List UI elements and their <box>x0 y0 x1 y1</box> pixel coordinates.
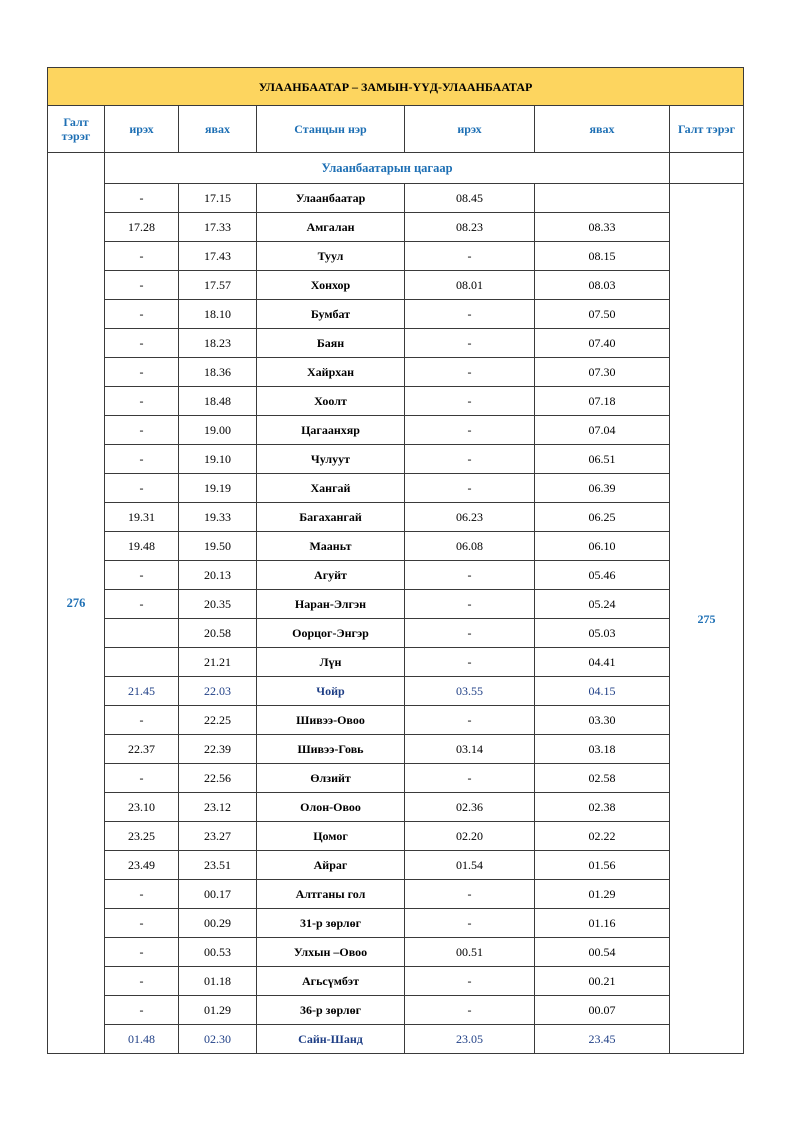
arrive-right-cell: 03.14 <box>405 735 535 764</box>
table-row <box>48 880 744 909</box>
arrive-right-cell: - <box>405 909 535 938</box>
table-row <box>48 184 744 213</box>
depart-left-cell: 23.51 <box>179 851 257 880</box>
depart-right-cell: 04.41 <box>535 648 670 677</box>
station-name-cell: Лүн <box>257 648 405 677</box>
depart-left-cell: 19.19 <box>179 474 257 503</box>
station-name-cell: Цагаанхяр <box>257 416 405 445</box>
depart-left-cell: 22.56 <box>179 764 257 793</box>
blank-cell <box>670 153 744 184</box>
station-name-cell: Хоолт <box>257 387 405 416</box>
arrive-right-cell: 08.23 <box>405 213 535 242</box>
arrive-left-cell <box>105 619 179 648</box>
depart-right-cell: 02.58 <box>535 764 670 793</box>
arrive-right-cell: 02.20 <box>405 822 535 851</box>
depart-right-cell: 07.30 <box>535 358 670 387</box>
arrive-right-cell: 08.45 <box>405 184 535 213</box>
arrive-left-cell <box>105 648 179 677</box>
station-name-cell: Олон-Овоо <box>257 793 405 822</box>
table-row <box>48 358 744 387</box>
arrive-left-cell: - <box>105 996 179 1025</box>
station-name-cell: Шивээ-Овоо <box>257 706 405 735</box>
arrive-right-cell: 00.51 <box>405 938 535 967</box>
depart-left-cell: 20.58 <box>179 619 257 648</box>
depart-right-cell: 23.45 <box>535 1025 670 1054</box>
table-row <box>48 561 744 590</box>
depart-right-cell: 06.39 <box>535 474 670 503</box>
depart-right-cell: 08.15 <box>535 242 670 271</box>
arrive-left-cell: - <box>105 387 179 416</box>
station-name-cell: Цомог <box>257 822 405 851</box>
arrive-right-cell: - <box>405 967 535 996</box>
arrive-left-cell: - <box>105 416 179 445</box>
arrive-right-cell: 01.54 <box>405 851 535 880</box>
depart-right-cell: 08.33 <box>535 213 670 242</box>
arrive-right-cell: - <box>405 706 535 735</box>
depart-right-cell: 05.03 <box>535 619 670 648</box>
arrive-left-cell: 19.31 <box>105 503 179 532</box>
arrive-right-cell: 23.05 <box>405 1025 535 1054</box>
depart-left-cell: 22.25 <box>179 706 257 735</box>
depart-right-cell: 08.03 <box>535 271 670 300</box>
table-row <box>48 300 744 329</box>
depart-left-cell: 17.15 <box>179 184 257 213</box>
table-row <box>48 851 744 880</box>
depart-left-cell: 22.03 <box>179 677 257 706</box>
station-name-cell: Хонхор <box>257 271 405 300</box>
arrive-right-cell: - <box>405 648 535 677</box>
arrive-left-cell: - <box>105 706 179 735</box>
arrive-right-cell: - <box>405 358 535 387</box>
station-name-cell: Агьсүмбэт <box>257 967 405 996</box>
depart-left-cell: 18.23 <box>179 329 257 358</box>
station-name-cell: Шивээ-Говь <box>257 735 405 764</box>
station-name-cell: Алтганы гол <box>257 880 405 909</box>
table-row <box>48 938 744 967</box>
table-row <box>48 967 744 996</box>
header-arrive-left: ирэх <box>105 106 179 153</box>
arrive-right-cell: - <box>405 416 535 445</box>
depart-left-cell: 20.35 <box>179 590 257 619</box>
arrive-left-cell: - <box>105 764 179 793</box>
depart-left-cell: 20.13 <box>179 561 257 590</box>
depart-left-cell: 17.43 <box>179 242 257 271</box>
station-name-cell: Айраг <box>257 851 405 880</box>
arrive-left-cell: 23.49 <box>105 851 179 880</box>
depart-left-cell: 02.30 <box>179 1025 257 1054</box>
arrive-left-cell: 01.48 <box>105 1025 179 1054</box>
depart-left-cell: 17.57 <box>179 271 257 300</box>
station-name-cell: Мааньт <box>257 532 405 561</box>
arrive-right-cell: - <box>405 561 535 590</box>
arrive-left-cell: - <box>105 358 179 387</box>
arrive-left-cell: 21.45 <box>105 677 179 706</box>
header-station: Станцын нэр <box>257 106 405 153</box>
depart-right-cell: 02.38 <box>535 793 670 822</box>
depart-left-cell: 18.10 <box>179 300 257 329</box>
depart-left-cell: 22.39 <box>179 735 257 764</box>
timetable <box>47 67 744 1054</box>
arrive-left-cell: - <box>105 474 179 503</box>
arrive-right-cell: - <box>405 445 535 474</box>
table-row <box>48 735 744 764</box>
depart-left-cell: 23.27 <box>179 822 257 851</box>
depart-left-cell: 17.33 <box>179 213 257 242</box>
train-number-left: 276 <box>48 153 105 1054</box>
depart-left-cell: 18.36 <box>179 358 257 387</box>
arrive-right-cell: 03.55 <box>405 677 535 706</box>
table-row <box>48 213 744 242</box>
depart-left-cell: 01.18 <box>179 967 257 996</box>
station-name-cell: Хайрхан <box>257 358 405 387</box>
depart-left-cell: 19.33 <box>179 503 257 532</box>
station-name-cell: Улаанбаатар <box>257 184 405 213</box>
depart-left-cell: 23.12 <box>179 793 257 822</box>
train-number-right: 275 <box>670 184 744 1054</box>
station-name-cell: Баян <box>257 329 405 358</box>
header-train-right: Галт тэрэг <box>670 106 744 153</box>
station-name-cell: Багахангай <box>257 503 405 532</box>
table-row <box>48 706 744 735</box>
table-row <box>48 822 744 851</box>
depart-right-cell: 03.18 <box>535 735 670 764</box>
arrive-right-cell: - <box>405 764 535 793</box>
depart-right-cell <box>535 184 670 213</box>
depart-left-cell: 00.53 <box>179 938 257 967</box>
arrive-left-cell: - <box>105 184 179 213</box>
table-row <box>48 387 744 416</box>
station-name-cell: Агуйт <box>257 561 405 590</box>
arrive-left-cell: - <box>105 938 179 967</box>
station-name-cell: Чулуут <box>257 445 405 474</box>
station-name-cell: Наран-Элгэн <box>257 590 405 619</box>
arrive-right-cell: 06.08 <box>405 532 535 561</box>
table-row <box>48 329 744 358</box>
arrive-right-cell: 06.23 <box>405 503 535 532</box>
depart-right-cell: 00.21 <box>535 967 670 996</box>
timezone-subheader: Улаанбаатарын цагаар <box>105 153 670 184</box>
header-depart-left: явах <box>179 106 257 153</box>
depart-right-cell: 06.51 <box>535 445 670 474</box>
depart-right-cell: 01.16 <box>535 909 670 938</box>
table-row <box>48 474 744 503</box>
depart-right-cell: 00.54 <box>535 938 670 967</box>
depart-left-cell: 21.21 <box>179 648 257 677</box>
depart-right-cell: 02.22 <box>535 822 670 851</box>
table-row <box>48 271 744 300</box>
table-row <box>48 793 744 822</box>
table-row <box>48 648 744 677</box>
arrive-right-cell: - <box>405 590 535 619</box>
station-name-cell: Оорцог-Энгэр <box>257 619 405 648</box>
table-row <box>48 532 744 561</box>
depart-right-cell: 06.10 <box>535 532 670 561</box>
depart-right-cell: 05.24 <box>535 590 670 619</box>
depart-left-cell: 19.50 <box>179 532 257 561</box>
station-name-cell: Сайн-Шанд <box>257 1025 405 1054</box>
depart-right-cell: 03.30 <box>535 706 670 735</box>
station-name-cell: 31-р зөрлөг <box>257 909 405 938</box>
depart-left-cell: 00.17 <box>179 880 257 909</box>
table-row <box>48 503 744 532</box>
arrive-left-cell: - <box>105 271 179 300</box>
arrive-left-cell: - <box>105 242 179 271</box>
depart-right-cell: 01.56 <box>535 851 670 880</box>
station-name-cell: Чойр <box>257 677 405 706</box>
arrive-right-cell: - <box>405 996 535 1025</box>
arrive-right-cell: - <box>405 474 535 503</box>
table-row <box>48 416 744 445</box>
station-name-cell: Туул <box>257 242 405 271</box>
arrive-left-cell: - <box>105 329 179 358</box>
table-row <box>48 1025 744 1054</box>
depart-left-cell: 19.00 <box>179 416 257 445</box>
table-row <box>48 242 744 271</box>
depart-left-cell: 18.48 <box>179 387 257 416</box>
header-depart-right: явах <box>535 106 670 153</box>
depart-right-cell: 07.04 <box>535 416 670 445</box>
depart-right-cell: 07.50 <box>535 300 670 329</box>
arrive-left-cell: 23.10 <box>105 793 179 822</box>
arrive-right-cell: - <box>405 387 535 416</box>
table-row <box>48 677 744 706</box>
table-row <box>48 909 744 938</box>
station-name-cell: Хангай <box>257 474 405 503</box>
depart-right-cell: 07.18 <box>535 387 670 416</box>
arrive-right-cell: 02.36 <box>405 793 535 822</box>
header-train-left: Галт тэрэг <box>48 106 105 153</box>
depart-right-cell: 06.25 <box>535 503 670 532</box>
arrive-left-cell: 19.48 <box>105 532 179 561</box>
arrive-left-cell: - <box>105 909 179 938</box>
arrive-right-cell: - <box>405 300 535 329</box>
arrive-left-cell: 22.37 <box>105 735 179 764</box>
table-row <box>48 764 744 793</box>
depart-right-cell: 07.40 <box>535 329 670 358</box>
arrive-left-cell: - <box>105 590 179 619</box>
arrive-left-cell: 17.28 <box>105 213 179 242</box>
arrive-left-cell: 23.25 <box>105 822 179 851</box>
depart-right-cell: 04.15 <box>535 677 670 706</box>
arrive-left-cell: - <box>105 445 179 474</box>
depart-right-cell: 01.29 <box>535 880 670 909</box>
table-row <box>48 590 744 619</box>
station-name-cell: Бумбат <box>257 300 405 329</box>
arrive-left-cell: - <box>105 561 179 590</box>
station-name-cell: 36-р зөрлөг <box>257 996 405 1025</box>
arrive-left-cell: - <box>105 880 179 909</box>
timetable-title: УЛААНБААТАР – ЗАМЫН-ҮҮД-УЛААНБААТАР <box>48 68 744 106</box>
table-row <box>48 996 744 1025</box>
depart-left-cell: 00.29 <box>179 909 257 938</box>
arrive-right-cell: - <box>405 880 535 909</box>
station-name-cell: Өлзийт <box>257 764 405 793</box>
station-name-cell: Амгалан <box>257 213 405 242</box>
depart-right-cell: 00.07 <box>535 996 670 1025</box>
depart-left-cell: 19.10 <box>179 445 257 474</box>
arrive-right-cell: 08.01 <box>405 271 535 300</box>
station-name-cell: Улхын –Овоо <box>257 938 405 967</box>
arrive-right-cell: - <box>405 619 535 648</box>
depart-right-cell: 05.46 <box>535 561 670 590</box>
depart-left-cell: 01.29 <box>179 996 257 1025</box>
arrive-right-cell: - <box>405 242 535 271</box>
arrive-left-cell: - <box>105 967 179 996</box>
table-row <box>48 445 744 474</box>
arrive-right-cell: - <box>405 329 535 358</box>
header-arrive-right: ирэх <box>405 106 535 153</box>
arrive-left-cell: - <box>105 300 179 329</box>
table-row <box>48 619 744 648</box>
